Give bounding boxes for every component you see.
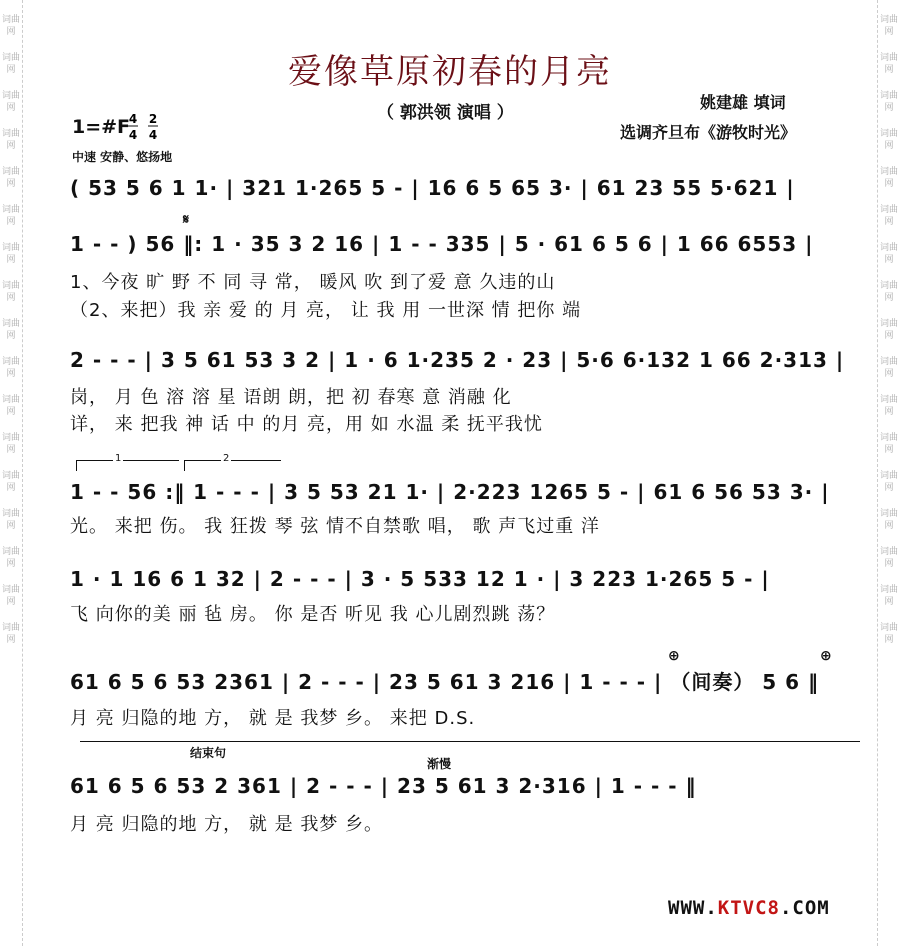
watermark-text: 词曲网 [1,395,20,417]
first-ending-number: 1 [115,453,122,464]
watermark-text: 词曲网 [879,357,898,379]
watermark-text: 词曲网 [1,433,20,455]
watermark-text: 词曲网 [879,129,898,151]
watermark-text: 词曲网 [1,623,20,645]
song-title: 爱像草原初春的月亮 [288,52,612,92]
ritardando-label: 渐慢 [427,757,452,771]
time-signature [127,112,163,144]
watermark-text: 词曲网 [879,471,898,493]
svg-text:4: 4 [148,128,158,142]
right-watermark-strip [877,0,900,946]
second-ending-bracket [184,453,281,471]
watermark-text: 词曲网 [1,357,20,379]
svg-text:4: 4 [128,112,138,126]
lyric-line-verse-2: 详， 来 把我 神 话 中 的月 亮，用 如 水温 柔 抚平我忧 [70,414,543,435]
segno-sign: 𝄋 [183,212,190,228]
notation-line: 1 - - 56 :‖ 1 - - - | 3 5 53 21 1· | 2·223 1265 5 - | 61 6 56 53 3· | [70,480,830,504]
ending-bracket-line [80,741,860,742]
left-watermark-strip [0,0,23,946]
first-ending-bracket [76,453,179,471]
notation-line: 1 - - ) 56 ‖: 1 · 35 3 2 16 | 1 - - 335 | 5 · 61 6 5 6 | 1 66 6553 | [70,232,814,256]
watermark-text: 词曲网 [1,91,20,113]
watermark-text: 词曲网 [879,91,898,113]
lyric-line: 光。 来把 伤。 我 狂拨 琴 弦 情不自禁歌 唱， 歌 声飞过重 洋 [70,516,600,537]
watermark-text: 词曲网 [1,319,20,341]
site-url[interactable] [668,897,830,919]
key-signature: 1=#F [72,116,131,138]
melody-source: 选调齐旦布《游牧时光》 [620,123,797,142]
notation-line: 1 · 1 16 6 1 32 | 2 - - - | 3 · 5 533 12 1 · | 3 223 1·265 5 - | [70,567,770,591]
watermark-text: 词曲网 [1,509,20,531]
tempo-marking: 中速 安静、悠扬地 [72,150,173,164]
lyricist-credit: 姚建雄 填词 [700,93,786,112]
watermark-text: 词曲网 [879,167,898,189]
watermark-text: 词曲网 [1,281,20,303]
watermark-text: 词曲网 [1,205,20,227]
watermark-text: 词曲网 [879,205,898,227]
notation-line: 61 6 5 6 53 2361 | 2 - - - | 23 5 61 3 216 | 1 - - - | （间奏） 5 6 ‖ [70,669,820,694]
watermark-text: 词曲网 [1,243,20,265]
watermark-text: 词曲网 [879,53,898,75]
lyric-line-verse-2: （2、来把）我 亲 爱 的 月 亮， 让 我 用 一世深 情 把你 端 [70,300,582,321]
lyric-line: 飞 向你的美 丽 毡 房。 你 是否 听见 我 心儿剧烈跳 荡？ [70,604,556,625]
lyric-line-verse-1: 1、今夜 旷 野 不 同 寻 常， 暖风 吹 到了爱 意 久违的山 [70,272,556,293]
url-prefix: WWW. [668,897,718,919]
watermark-text: 词曲网 [879,509,898,531]
time-signature-glyph [127,112,163,142]
watermark-text: 词曲网 [1,167,20,189]
svg-text:4: 4 [128,128,138,142]
url-suffix: .COM [779,897,830,919]
coda-sign: ⊕ [668,648,680,664]
watermark-text: 词曲网 [1,15,20,37]
watermark-text: 词曲网 [879,585,898,607]
watermark-text: 词曲网 [1,547,20,569]
watermark-text: 词曲网 [879,623,898,645]
svg-text:2: 2 [148,112,158,126]
watermark-text: 词曲网 [879,547,898,569]
url-main: KTVC8 [717,897,780,919]
notation-line: ( 53 5 6 1 1· | 321 1·265 5 - | 16 6 5 65 3· | 61 23 55 5·621 | [70,176,795,200]
lyric-line: 月 亮 归隐的地 方， 就 是 我梦 乡。 [70,814,384,835]
lyric-line-verse-1: 岗， 月 色 溶 溶 星 语朗 朗，把 初 春寒 意 消融 化 [70,387,512,408]
singer-credit: （ 郭洪领 演唱 ） [377,103,514,123]
notation-line: 61 6 5 6 53 2 361 | 2 - - - | 23 5 61 3 2·316 | 1 - - - ‖ [70,774,697,798]
notation-line: 2 - - - | 3 5 61 53 3 2 | 1 · 6 1·235 2 · 23 | 5·6 6·132 1 66 2·313 | [70,348,845,372]
watermark-text: 词曲网 [879,319,898,341]
watermark-text: 词曲网 [1,471,20,493]
watermark-text: 词曲网 [1,129,20,151]
lyric-line: 月 亮 归隐的地 方， 就 是 我梦 乡。 来把 D.S. [70,708,476,729]
watermark-text: 词曲网 [1,53,20,75]
watermark-text: 词曲网 [879,433,898,455]
watermark-text: 词曲网 [879,395,898,417]
watermark-text: 词曲网 [879,281,898,303]
ending-label: 结束句 [190,746,227,760]
coda-sign: ⊕ [820,648,832,664]
watermark-text: 词曲网 [879,15,898,37]
watermark-text: 词曲网 [879,243,898,265]
second-ending-number: 2 [223,453,230,464]
watermark-text: 词曲网 [1,585,20,607]
